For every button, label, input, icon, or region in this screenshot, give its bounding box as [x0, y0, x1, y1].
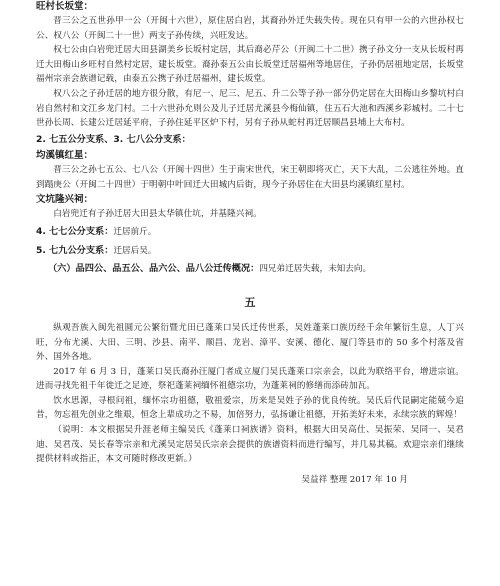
- heading-longxing-temple: 文坑隆兴祠：: [36, 193, 94, 205]
- item-label: 4. 七七公分支系：: [36, 226, 114, 238]
- item-text: 迁居前斤。: [113, 227, 157, 238]
- list-item-5: [36, 244, 464, 259]
- section-title: 五: [244, 295, 256, 309]
- list-item-4: [36, 225, 464, 240]
- item-label: 2. 七五公分支系、3. 七八公分支系：: [36, 133, 191, 145]
- list-item-6: [36, 262, 464, 277]
- paragraph: 权七公由白岩兜迁居大田县湖美乡长坂村定居，其后裔必芹公（开闽二十二世）携子孙文分一支从长坂村再迁大田梅山乡旺村自然村定居，建长坂堂。裔孙泰五公由长坂堂迁居福州等地居住，子孙仍居祖地定居，长坂堂福州宗亲会族谱记载，由泰五公携子孙迁居福州，建长坂堂。: [36, 45, 464, 85]
- list-item-2-3: [36, 133, 464, 148]
- paragraph: 纵观吾族入闽先祖圆元公繁衍暨尤田已蓬莱口吴氏迁传世系，吴姓蓬莱口族历经千余年繁衍生息，人丁兴旺，分布尤溪、大田、三明、沙县、南平、顺昌、龙岩、漳平、安溪、德化、厦门等县市的 50 多个村落及省外、国外各地。: [36, 322, 464, 363]
- paragraph: 饮水思源，寻根问祖，缅怀宗功祖德，敬祖爱宗，历来是吴姓子孙的优良传统。吴氏后代昆嗣定能兢今追昔，勿忘祖先创业之维艰，恒念上辈成功之不易，加倍努力，弘扬谦让祖德，开拓美好未来，永续宗族的辉煌！: [36, 395, 464, 421]
- item-text: 迁居后吴。: [113, 245, 157, 256]
- item-label: （六）品四公、品五公、品六公、品八公迁传概况：: [48, 263, 260, 275]
- item-text: 四兄弟迁居失载，未知去向。: [259, 264, 372, 275]
- paragraph: 晋三公之孙七五公、七八公（开闽十四世）生于南宋世代，宋王朝即将灭亡，天下大乱，二公逃往外地。直到蹋庚公（开闽二十四世）于明朝中叶回迁大田城内后街，现今子孙居住在大田县均溪镇红星村。: [36, 165, 464, 190]
- paragraph-note: （说明：本文根据吴升涯老师主编吴氏《蓬莱口祠族谱》资料，根据大田吴高仕、吴振荣、吴同一、吴君迪、吴君茂、吴长春等宗亲和尤溪吴定居吴氏宗亲会提供的族谱资料而进行编写，并几易其稿。欢迎宗亲们继续提供材料或指正，本文可随时修改更新。）: [36, 425, 464, 465]
- paragraph: 2017 年 6 月 3 日，蓬莱口吴氏裔孙汪厦门者成立厦门吴氏蓬莱口宗亲会，以此为联络平台，增进宗谊。进而寻找先祖千年徙迁之足迹，祭祀蓬莱祠缅怀祖德宗功，为蓬莱祠的修缮而添砖加瓦。: [36, 366, 464, 392]
- item-label: 5. 七九公分支系：: [36, 244, 114, 256]
- paragraph: 晋三公之五世孙甲一公（开闽十六世），原住居白岩，其裔孙外迁失载失传。现在只有甲一公的六世孙权七公、权八公（开闽二十一世）两支子孙传续，兴旺发达。: [36, 16, 464, 41]
- heading-changban-hall: 旺村长坂堂：: [36, 1, 94, 12]
- paragraph: 权八公之子孙迁居的地方很分散，有尼一、尼三、尼五、升二公等子孙一部分仍定居在大田梅山乡黎坑村白岩自然村和文江乡龙门村。二十六世孙允则公及儿子迁居尤溪县今梅仙镇，住五石大池和西溪乡彩城村。二十七世孙长周、长建公迁居延平府，子孙住延平区炉下村，另有子孙从蛇村再迁居顺昌县埔上大布村。: [36, 88, 464, 129]
- heading-hongxing: 均溪镇红星：: [36, 150, 94, 162]
- signature-line: 吴益祥 整理 2017 年 10 月: [301, 474, 408, 485]
- paragraph: 白岩兜迁有子孙迁居大田县太华镇仕坑，并基隆兴祠。: [53, 208, 262, 219]
